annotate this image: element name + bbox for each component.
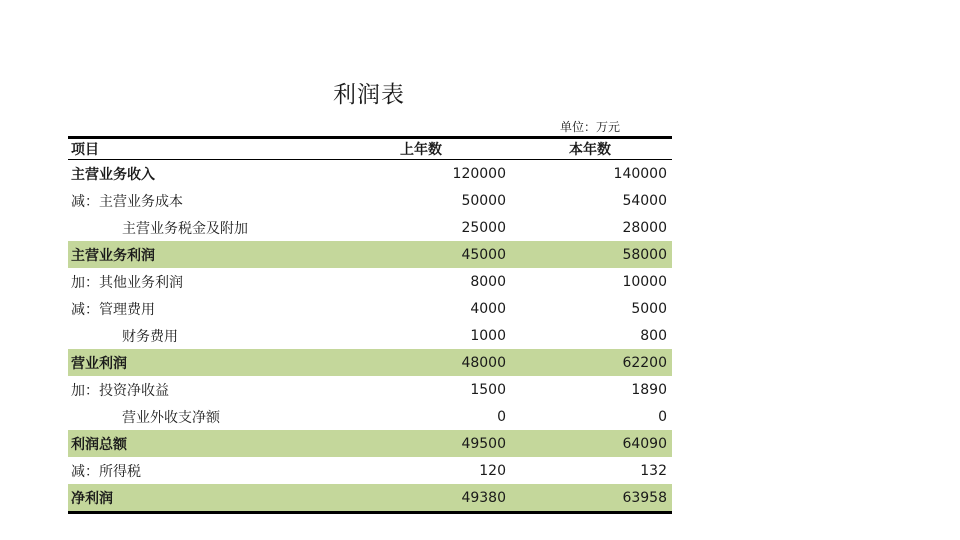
- row-curr-value: 1890: [631, 381, 667, 398]
- table-row: [68, 295, 672, 322]
- row-label: 营业利润: [71, 355, 127, 372]
- row-prev-value: 45000: [461, 246, 506, 263]
- row-prev-value: 1500: [470, 381, 506, 398]
- row-label: 主营业务税金及附加: [122, 220, 248, 237]
- header-item: 项目: [71, 142, 99, 158]
- row-label: 营业外收支净额: [122, 409, 220, 426]
- row-curr-value: 140000: [613, 165, 667, 182]
- table-header: [68, 139, 672, 160]
- row-prev-value: 8000: [470, 273, 506, 290]
- row-label: 加：投资净收益: [71, 382, 169, 399]
- row-curr-value: 62200: [622, 354, 667, 371]
- table-row: [68, 268, 672, 295]
- unit-label: 单位：万元: [560, 120, 621, 134]
- row-label: 主营业务利润: [71, 247, 155, 264]
- table-row: [68, 241, 672, 268]
- row-label: 利润总额: [71, 436, 127, 453]
- table-row: [68, 376, 672, 403]
- row-curr-value: 63958: [622, 489, 667, 506]
- income-statement-table: [68, 136, 672, 514]
- row-label: 加：其他业务利润: [71, 274, 183, 291]
- table-row: [68, 484, 672, 511]
- row-prev-value: 1000: [470, 327, 506, 344]
- header-curr-year: 本年数: [569, 142, 611, 158]
- row-prev-value: 0: [497, 408, 506, 425]
- table-row: [68, 160, 672, 187]
- row-label: 减：管理费用: [71, 301, 155, 318]
- table-row: [68, 322, 672, 349]
- table-row: [68, 457, 672, 484]
- row-curr-value: 54000: [622, 192, 667, 209]
- row-curr-value: 5000: [631, 300, 667, 317]
- table-row: [68, 349, 672, 376]
- row-prev-value: 25000: [461, 219, 506, 236]
- row-prev-value: 120: [479, 462, 506, 479]
- table-row: [68, 403, 672, 430]
- row-label: 主营业务收入: [71, 166, 155, 183]
- row-curr-value: 0: [658, 408, 667, 425]
- row-curr-value: 10000: [622, 273, 667, 290]
- header-prev-year: 上年数: [400, 142, 442, 158]
- table-row: [68, 187, 672, 214]
- row-prev-value: 49500: [461, 435, 506, 452]
- row-prev-value: 50000: [461, 192, 506, 209]
- row-prev-value: 120000: [452, 165, 506, 182]
- row-prev-value: 49380: [461, 489, 506, 506]
- table-row: [68, 430, 672, 457]
- table-row: [68, 214, 672, 241]
- row-curr-value: 132: [640, 462, 667, 479]
- row-prev-value: 48000: [461, 354, 506, 371]
- row-curr-value: 58000: [622, 246, 667, 263]
- row-label: 净利润: [71, 490, 113, 507]
- row-label: 财务费用: [122, 328, 178, 345]
- row-prev-value: 4000: [470, 300, 506, 317]
- row-label: 减：所得税: [71, 463, 141, 480]
- row-curr-value: 28000: [622, 219, 667, 236]
- row-label: 减：主营业务成本: [71, 193, 183, 210]
- row-curr-value: 800: [640, 327, 667, 344]
- row-curr-value: 64090: [622, 435, 667, 452]
- page-title: 利润表: [333, 82, 405, 108]
